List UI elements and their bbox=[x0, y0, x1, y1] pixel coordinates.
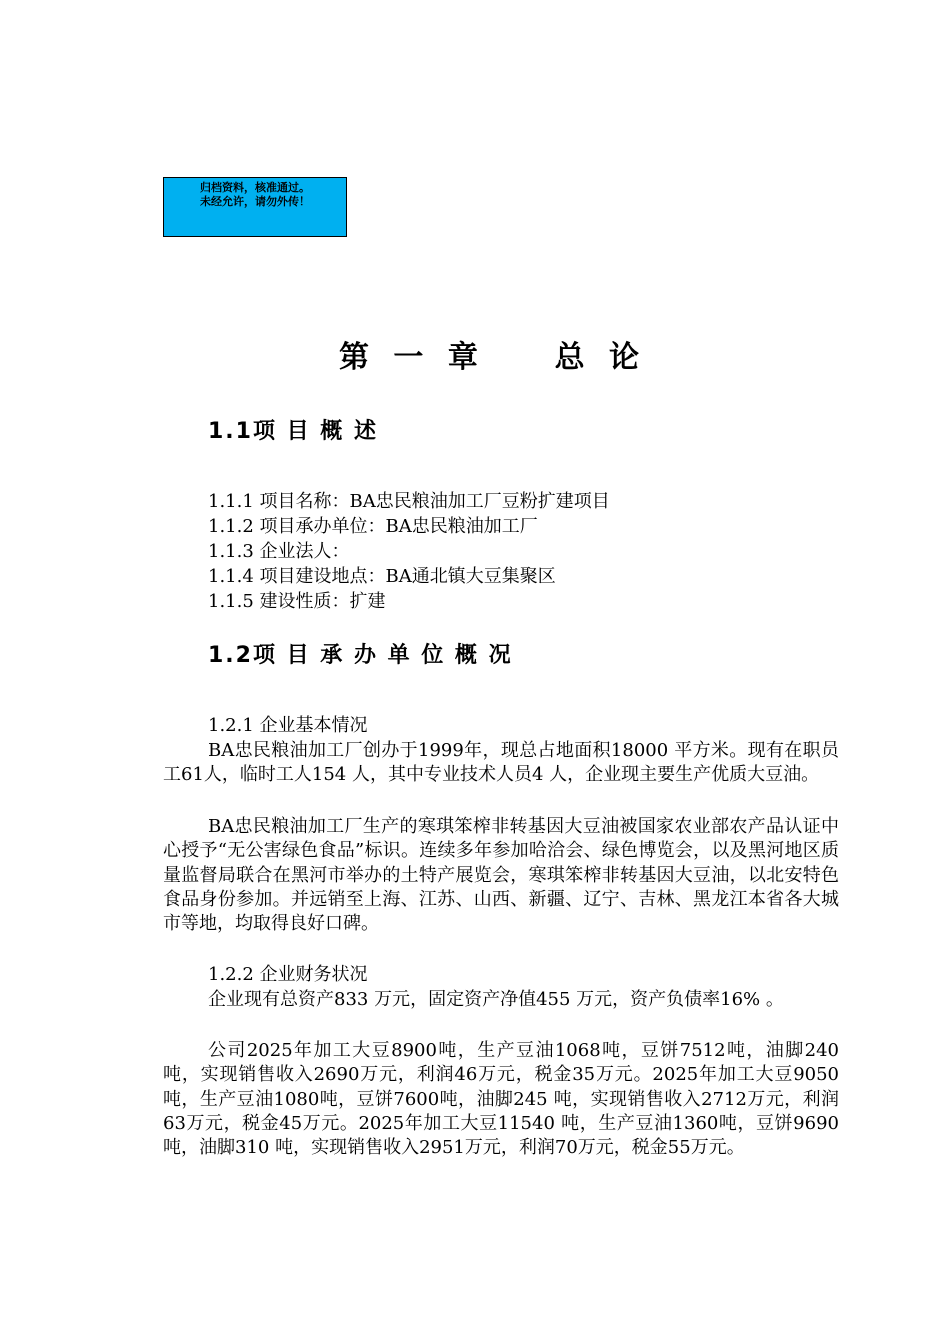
stamp-line-2: 未经允许，请勿外传！ bbox=[200, 195, 310, 208]
subheading-1-2-1: 1.2.1 企业基本情况 bbox=[208, 715, 368, 736]
paragraph-basic-info: BA忠民粮油加工厂创办于1999年，现总占地面积18000 平方米。现有在职员工61人，临时工人154 人，其中专业技术人员4 人，企业现主要生产优质大豆油。 bbox=[163, 740, 839, 786]
item-1-1-1: 1.1.1 项目名称：BA忠民粮油加工厂豆粉扩建项目 bbox=[208, 491, 610, 512]
subheading-1-2-2: 1.2.2 企业财务状况 bbox=[208, 964, 368, 985]
stamp-line-1: 归档资料，核准通过。 bbox=[200, 181, 310, 194]
item-1-1-3: 1.1.3 企业法人： bbox=[208, 541, 350, 562]
section-heading-1-1: 1.1项 目 概 述 bbox=[208, 419, 378, 444]
paragraph-assets: 企业现有总资产833 万元，固定资产净值455 万元，资产负债率16% 。 bbox=[208, 989, 784, 1010]
item-1-1-4: 1.1.4 项目建设地点：BA通北镇大豆集聚区 bbox=[208, 566, 556, 587]
section-heading-1-2: 1.2项 目 承 办 单 位 概 况 bbox=[208, 643, 513, 668]
paragraph-production-figures: 公司2025年加工大豆8900吨，生产豆油1068吨，豆饼7512吨，油脚240 吨，实现销售收入2690万元，利润46万元，税金35万元。2025年加工大豆9050吨，生产豆油1080吨，豆饼7600吨，油脚245 吨，实现销售收入2712万元，利润63万元，税金45万元。2025年加工大豆11540 吨，生产豆油1360吨，豆饼9690吨，油脚310 吨，实现销售收入2951万元，利润70万元，税金55万元。 bbox=[163, 1040, 839, 1159]
paragraph-product-reputation: BA忠民粮油加工厂生产的寒琪笨榨非转基因大豆油被国家农业部农产品认证中心授予“无公害绿色食品”标识。连续多年参加哈洽会、绿色博览会，以及黑河地区质量监督局联合在黑河市举办的土特产展览会，寒琪笨榨非转基因大豆油，以北安特色食品身份参加。并远销至上海、江苏、山西、新疆、辽宁、吉林、黑龙江本省各大城市等地，均取得良好口碑。 bbox=[163, 816, 839, 935]
archive-stamp bbox=[163, 177, 347, 237]
item-1-1-2: 1.1.2 项目承办单位：BA忠民粮油加工厂 bbox=[208, 516, 538, 537]
item-1-1-5: 1.1.5 建设性质：扩建 bbox=[208, 591, 386, 612]
chapter-title: 第 一 章 总 论 bbox=[338, 340, 647, 375]
